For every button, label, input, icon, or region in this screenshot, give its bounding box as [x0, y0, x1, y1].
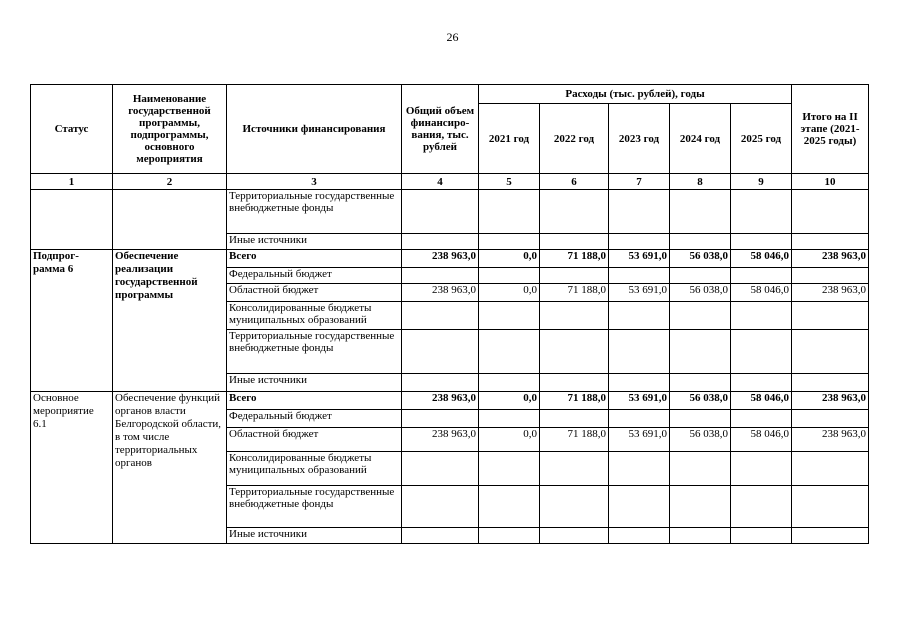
header-total-volume: Общий объем финансиро-вания, тыс. рублей [402, 85, 479, 174]
source-cell: Территориальные государственные внебюджетные фонды [227, 330, 402, 374]
year-2022-value: 71 188,0 [540, 250, 609, 268]
column-number: 7 [609, 174, 670, 190]
year-2021-value: 0,0 [479, 250, 540, 268]
total-value: 238 963,0 [402, 428, 479, 452]
name-cell [113, 190, 227, 250]
header-year-2024: 2024 год [670, 104, 731, 174]
source-cell: Федеральный бюджет [227, 410, 402, 428]
column-number: 8 [670, 174, 731, 190]
header-year-2025: 2025 год [731, 104, 792, 174]
stage-total-value: 238 963,0 [792, 428, 869, 452]
column-number: 10 [792, 174, 869, 190]
year-2023-value: 53 691,0 [609, 428, 670, 452]
source-cell: Всего [227, 250, 402, 268]
year-2023-value: 53 691,0 [609, 284, 670, 302]
year-2022-value: 71 188,0 [540, 428, 609, 452]
source-cell: Территориальные государственные внебюджетные фонды [227, 486, 402, 528]
year-2025-value: 58 046,0 [731, 284, 792, 302]
header-expenses: Расходы (тыс. рублей), годы [479, 85, 792, 104]
budget-table [30, 84, 869, 544]
source-cell: Иные источники [227, 528, 402, 544]
year-2021-value: 0,0 [479, 392, 540, 410]
stage-total-value: 238 963,0 [792, 392, 869, 410]
column-number: 6 [540, 174, 609, 190]
source-cell: Федеральный бюджет [227, 268, 402, 284]
source-cell: Консолидированные бюджеты муниципальных образований [227, 302, 402, 330]
column-number: 9 [731, 174, 792, 190]
column-number: 3 [227, 174, 402, 190]
source-cell: Иные источники [227, 234, 402, 250]
table-row [31, 250, 869, 268]
header-total-stage: Итого на II этапе (2021-2025 годы) [792, 85, 869, 174]
year-2024-value: 56 038,0 [670, 250, 731, 268]
source-cell: Консолидированные бюджеты муниципальных образований [227, 452, 402, 486]
header-year-2023: 2023 год [609, 104, 670, 174]
table-row [31, 190, 869, 234]
name-cell: Обеспечение функций органов власти Белгородской области, в том числе территориальных органов [113, 392, 227, 544]
page-number: 26 [446, 30, 459, 44]
year-2025-value: 58 046,0 [731, 250, 792, 268]
header-name: Наименование государственной программы, подпрограммы, основного мероприятия [113, 85, 227, 174]
total-value: 238 963,0 [402, 392, 479, 410]
name-cell: Обеспечение реализации государственной программы [113, 250, 227, 392]
header-year-2021: 2021 год [479, 104, 540, 174]
year-2022-value: 71 188,0 [540, 284, 609, 302]
year-2024-value: 56 038,0 [670, 392, 731, 410]
header-year-2022: 2022 год [540, 104, 609, 174]
column-number: 5 [479, 174, 540, 190]
stage-total-value: 238 963,0 [792, 250, 869, 268]
source-cell: Территориальные государственные внебюджетные фонды [227, 190, 402, 234]
column-number: 1 [31, 174, 113, 190]
column-number: 4 [402, 174, 479, 190]
column-numbers-row [31, 174, 869, 190]
year-2022-value: 71 188,0 [540, 392, 609, 410]
source-cell: Всего [227, 392, 402, 410]
year-2021-value: 0,0 [479, 284, 540, 302]
year-2023-value: 53 691,0 [609, 250, 670, 268]
table-row [31, 392, 869, 410]
year-2021-value: 0,0 [479, 428, 540, 452]
year-2024-value: 56 038,0 [670, 284, 731, 302]
source-cell: Областной бюджет [227, 284, 402, 302]
status-cell: Основное мероприятие 6.1 [31, 392, 113, 544]
total-value: 238 963,0 [402, 250, 479, 268]
stage-total-value: 238 963,0 [792, 284, 869, 302]
status-cell: Подпрог-рамма 6 [31, 250, 113, 392]
year-2024-value: 56 038,0 [670, 428, 731, 452]
year-2023-value: 53 691,0 [609, 392, 670, 410]
source-cell: Иные источники [227, 374, 402, 392]
year-2025-value: 58 046,0 [731, 392, 792, 410]
source-cell: Областной бюджет [227, 428, 402, 452]
total-value: 238 963,0 [402, 284, 479, 302]
column-number: 2 [113, 174, 227, 190]
header-sources: Источники финансирования [227, 85, 402, 174]
header-status: Статус [31, 85, 113, 174]
status-cell [31, 190, 113, 250]
year-2025-value: 58 046,0 [731, 428, 792, 452]
